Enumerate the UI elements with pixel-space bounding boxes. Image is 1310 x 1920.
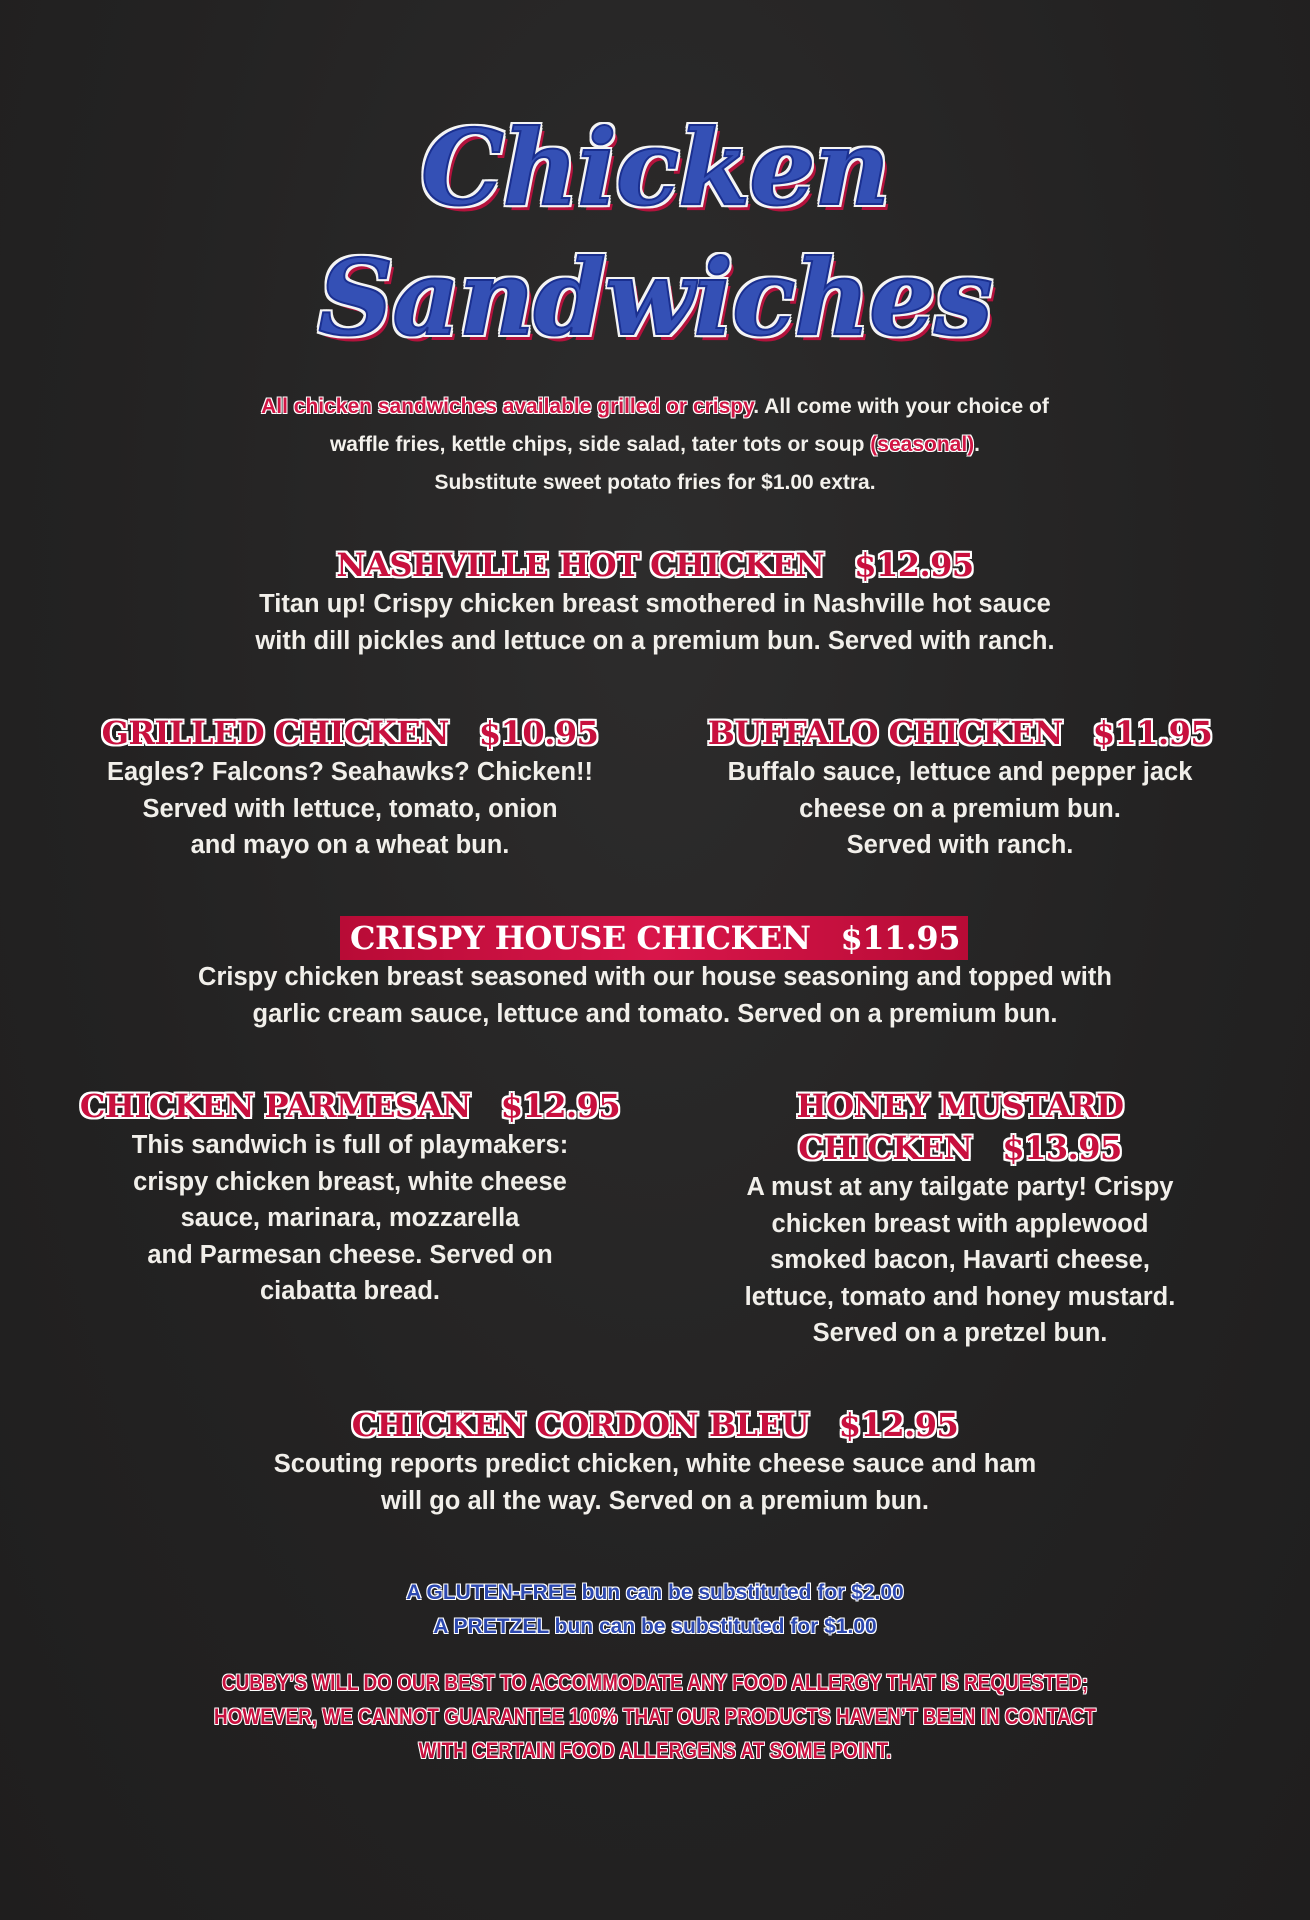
item-heading [0,544,1310,586]
item-price: $10.95 [478,714,599,752]
item-description-line: Titan up! Crispy chicken breast smothered in Nashville hot sauce [259,590,1051,618]
menu-item-crispy-house-chicken [0,917,1310,1032]
intro-highlight-grilled-crispy: All chicken sandwiches available grilled or crispy [261,395,754,418]
item-description-line: A must at any tailgate party! Crispy [746,1173,1174,1201]
item-description-line: Crispy chicken breast seasoned with our house seasoning and topped with [198,963,1112,991]
intro-text-2: waffle fries, kettle chips, side salad, tater tots or soup [329,433,871,456]
item-heading-line1: HONEY MUSTARD [796,1087,1124,1125]
item-heading [640,712,1280,754]
item-description-line: This sandwich is full of playmakers: [131,1131,569,1159]
item-description [0,586,1310,659]
item-description-line: smoked bacon, Havarti cheese, [770,1246,1150,1274]
item-heading [30,712,670,754]
item-name: CHICKEN [798,1129,973,1167]
menu-title-line2: Sandwiches [318,236,992,359]
item-description-line: garlic cream sauce, lettuce and tomato. Served on a premium bun. [252,999,1058,1028]
item-description [30,1127,670,1310]
item-price: $12.95 [838,1406,959,1444]
item-description-line: will go all the way. Served on a premium bun. [381,1486,929,1515]
item-description-line: and Parmesan cheese. Served on [147,1240,553,1269]
item-price: $11.95 [840,919,960,957]
item-name: CHICKEN CORDON BLEU [351,1406,809,1444]
item-name: BUFFALO CHICKEN [707,714,1063,752]
item-description [0,1446,1310,1519]
item-description [640,1169,1280,1352]
gluten-free-substitution: A GLUTEN-FREE bun can be substituted for $2.00 [406,1581,904,1604]
item-description-line: Served with lettuce, tomato, onion [142,794,558,823]
allergy-disclaimer [92,1666,1219,1768]
item-name: CHICKEN PARMESAN [79,1087,471,1125]
menu-item-honey-mustard-chicken [640,1085,1280,1352]
intro-text-3: . [974,433,981,456]
item-description-line: lettuce, tomato and honey mustard. [744,1282,1176,1311]
item-description-line: Eagles? Falcons? Seahawks? Chicken!! [106,758,594,786]
item-price: $12.95 [854,546,974,584]
item-description-line: with dill pickles and lettuce on a premium bun. Served with ranch. [255,626,1055,655]
item-heading [0,917,1310,959]
item-description-line: crispy chicken breast, white cheese [133,1167,567,1196]
item-name: NASHVILLE HOT CHICKEN [336,546,825,584]
item-description-line: and mayo on a wheat bun. [190,831,510,859]
menu-item-chicken-cordon-bleu [0,1404,1310,1519]
item-name: GRILLED CHICKEN [101,714,449,752]
item-heading [0,1404,1310,1446]
item-description-line: Scouting reports predict chicken, white cheese sauce and ham [273,1450,1037,1478]
menu-item-nashville-hot-chicken [0,544,1310,659]
allergy-line: WITH CERTAIN FOOD ALLERGENS AT SOME POINT. [418,1738,892,1763]
item-description [640,754,1280,864]
item-description [0,959,1310,1032]
pretzel-substitution: A PRETZEL bun can be substituted for $1.00 [433,1615,877,1638]
menu-item-grilled-chicken [30,712,670,864]
bun-substitutions [0,1576,1310,1644]
item-description-line: Served with ranch. [846,831,1074,859]
item-price: $12.95 [500,1087,621,1125]
item-description-line: chicken breast with applewood [771,1209,1149,1238]
item-price: $13.95 [1002,1129,1122,1167]
allergy-line: CUBBY’S WILL DO OUR BEST TO ACCOMMODATE ANY FOOD ALLERGY THAT IS REQUESTED; [221,1670,1089,1695]
menu-title-line1: Chicken [420,106,890,229]
item-description-line: ciabatta bread. [260,1277,440,1305]
menu-intro [0,388,1310,502]
menu-item-buffalo-chicken [640,712,1280,864]
allergy-line: HOWEVER, WE CANNOT GUARANTEE 100% THAT OUR PRODUCTS HAVEN’T BEEN IN CONTACT [214,1704,1096,1729]
item-name: CRISPY HOUSE CHICKEN [350,919,811,957]
item-heading [30,1085,670,1127]
item-price: $11.95 [1092,714,1213,752]
menu-item-chicken-parmesan [30,1085,670,1310]
item-description-line: Served on a pretzel bun. [812,1319,1108,1347]
item-description-line: Buffalo sauce, lettuce and pepper jack [727,758,1193,786]
item-description-line: cheese on a premium bun. [799,794,1121,823]
item-heading-line2 [640,1127,1280,1169]
intro-text-4: Substitute sweet potato fries for $1.00 extra. [434,471,876,494]
intro-highlight-seasonal: (seasonal) [870,433,975,456]
item-description [30,754,670,864]
item-description-line: sauce, marinara, mozzarella [180,1204,520,1232]
intro-text-1: . All come with your choice of [753,395,1049,418]
